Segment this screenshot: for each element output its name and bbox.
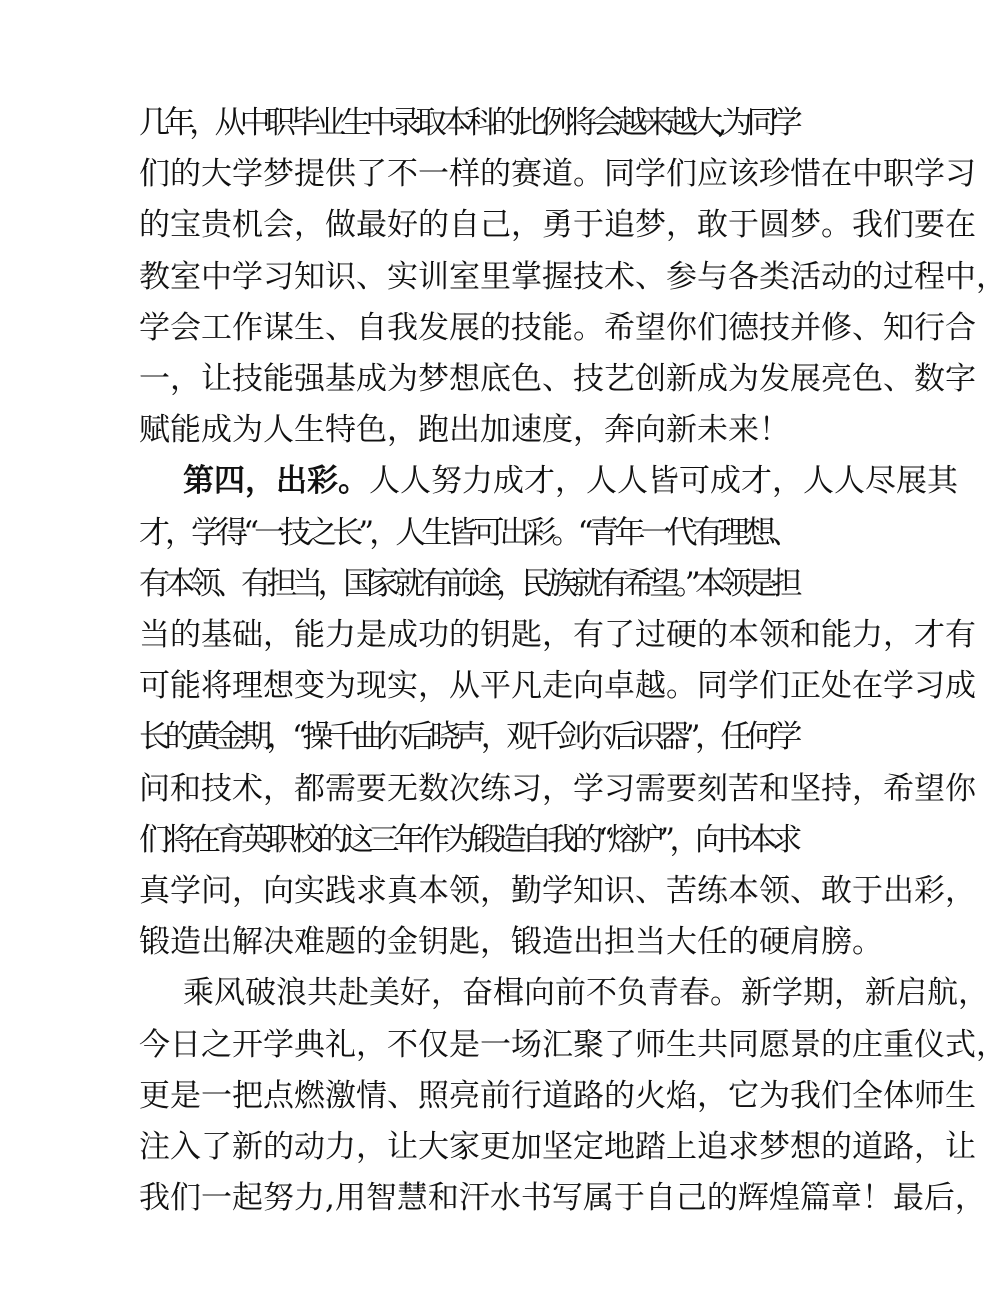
paragraph-1-line-7: 赋能成为人生特色，跑出加速度，奔向新未来！ bbox=[139, 412, 790, 448]
paragraph-2-line-8: 们将在育英职校的这三年作为锻造自我的“熔炉”，向书本求 bbox=[139, 822, 797, 858]
paragraph-1-line-1: 几年，从中职毕业生中录取本科的比例将会越来越大,为同学 bbox=[139, 105, 797, 141]
paragraph-3-line-3: 更是一把点燃激情、照亮前行道路的火焰，它为我们全体师生 bbox=[139, 1078, 976, 1114]
paragraph-1-line-2: 们的大学梦提供了不一样的赛道。同学们应该珍惜在中职学习 bbox=[139, 156, 976, 192]
paragraph-2-line-7: 问和技术，都需要无数次练习，学习需要刻苦和坚持，希望你 bbox=[139, 771, 976, 807]
paragraph-3-line-1: 乘风破浪共赴美好，奋楫向前不负青春。新学期，新启航， bbox=[183, 975, 989, 1011]
paragraph-2-line-4: 当的基础，能力是成功的钥匙，有了过硬的本领和能力，才有 bbox=[139, 617, 976, 653]
paragraph-1-line-4: 教室中学习知识、实训室里掌握技术、参与各类活动的过程中， bbox=[139, 259, 1007, 295]
paragraph-1-line-5: 学会工作谋生、自我发展的技能。希望你们德技并修、知行合 bbox=[139, 310, 976, 346]
paragraph-2-line-10: 锻造出解决难题的金钥匙，锻造出担当大任的硬肩膀。 bbox=[139, 924, 883, 960]
paragraph-3-line-5 bbox=[139, 1173, 986, 1223]
paragraph-3-line-2: 今日之开学典礼，不仅是一场汇聚了师生共同愿景的庄重仪式， bbox=[139, 1027, 1007, 1063]
paragraph-2-line-5: 可能将理想变为现实，从平凡走向卓越。同学们正处在学习成 bbox=[139, 668, 976, 704]
paragraph-3-line-5-text: 我们一起努力,用智慧和汗水书写属于自己的辉煌篇章！最后， bbox=[139, 1180, 986, 1216]
paragraph-2-line-9: 真学问，向实践求真本领，勤学知识、苦练本领、敢于出彩， bbox=[139, 873, 976, 909]
paragraph-2-line-2: 才，学得“一技之长”，人生皆可出彩。“青年一代有理想、 bbox=[139, 515, 797, 551]
paragraph-2-line-3: 有本领、有担当，国家就有前途，民族就有希望。”本领是担 bbox=[139, 566, 798, 602]
paragraph-2-line-6: 长的黄金期，“操千曲尔后晓声，观千剑尔后识器”，任何学 bbox=[139, 719, 797, 755]
paragraph-2-line-1: 第四，出彩。人人努力成才，人人皆可成才，人人尽展其 bbox=[183, 463, 958, 499]
paragraph-1-line-3: 的宝贵机会，做最好的自己，勇于追梦，敢于圆梦。我们要在 bbox=[139, 207, 976, 243]
paragraph-1-line-6: 一，让技能强基成为梦想底色、技艺创新成为发展亮色、数字 bbox=[139, 361, 976, 397]
section-heading: 第四，出彩。 bbox=[183, 463, 369, 499]
paragraph-3-line-4: 注入了新的动力，让大家更加坚定地踏上追求梦想的道路，让 bbox=[139, 1129, 976, 1165]
